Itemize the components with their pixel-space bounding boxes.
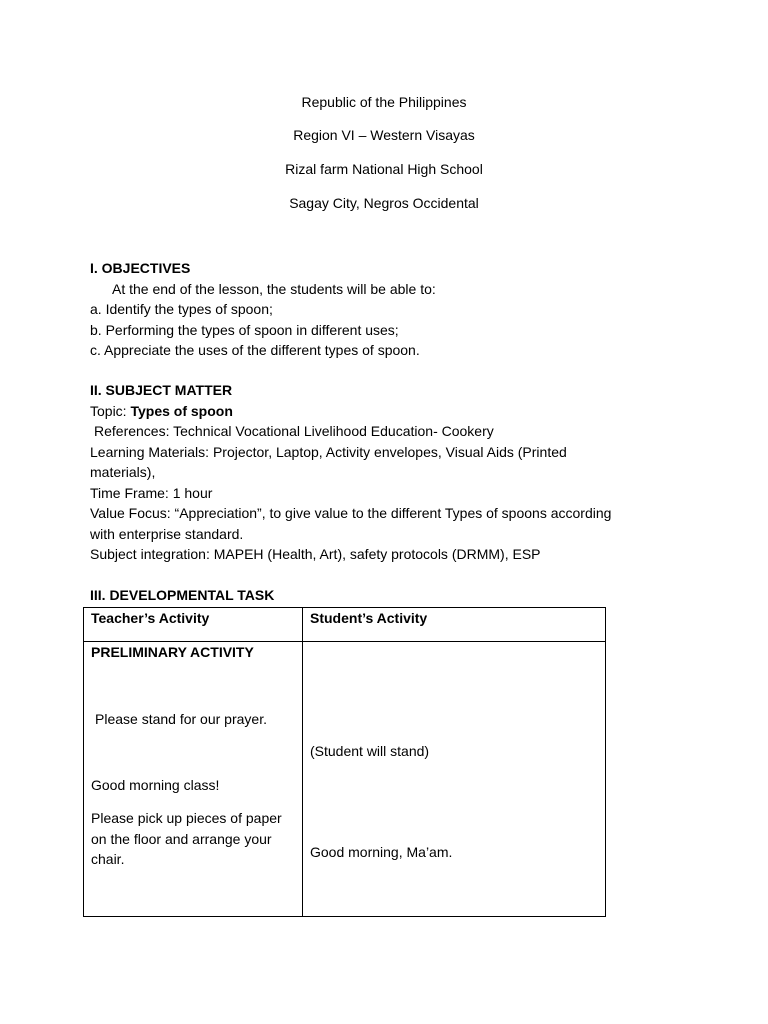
header-school: Rizal farm National High School bbox=[285, 161, 483, 177]
student-activity-header-text: Student’s Activity bbox=[310, 610, 428, 626]
student-activity-cell bbox=[303, 642, 606, 917]
developmental-task-heading: III. DEVELOPMENTAL TASK bbox=[90, 587, 275, 603]
prayer-text: Please stand for our prayer. bbox=[95, 711, 267, 727]
preliminary-activity-label: PRELIMINARY ACTIVITY bbox=[91, 644, 254, 660]
table-row bbox=[84, 642, 606, 917]
developmental-task-table bbox=[83, 607, 606, 917]
materials-line-2: materials), bbox=[90, 464, 156, 480]
pick-up-text: Please pick up pieces of paper on the floor and arrange your chair. bbox=[91, 810, 282, 867]
header-city: Sagay City, Negros Occidental bbox=[289, 195, 479, 211]
materials-line-1: Learning Materials: Projector, Laptop, Activity envelopes, Visual Aids (Printed bbox=[90, 443, 567, 460]
objective-item-c: c. Appreciate the uses of the different types of spoon. bbox=[90, 342, 420, 358]
topic-line bbox=[90, 401, 690, 422]
greeting-text: Good morning class! bbox=[91, 777, 220, 793]
topic-label: Topic: bbox=[90, 402, 131, 419]
objective-item-a: a. Identify the types of spoon; bbox=[90, 301, 273, 317]
subject-matter-section bbox=[90, 380, 690, 565]
header-republic: Republic of the Philippines bbox=[301, 94, 467, 110]
student-activity-header bbox=[303, 608, 606, 642]
topic-value: Types of spoon bbox=[130, 402, 233, 419]
integration-line: Subject integration: MAPEH (Health, Art), safety protocols (DRMM), ESP bbox=[90, 546, 541, 562]
student-reply-text: Good morning, Ma’am. bbox=[310, 844, 453, 860]
objectives-intro: At the end of the lesson, the students will be able to: bbox=[112, 280, 436, 297]
value-focus-line-2: with enterprise standard. bbox=[90, 525, 244, 542]
time-frame-line: Time Frame: 1 hour bbox=[90, 484, 213, 501]
header-region: Region VI – Western Visayas bbox=[293, 127, 475, 143]
table-header-row bbox=[84, 608, 606, 642]
value-focus-line-1: Value Focus: “Appreciation”, to give value to the different Types of spoons according bbox=[90, 505, 612, 521]
teacher-activity-header bbox=[84, 608, 303, 642]
subject-matter-heading: II. SUBJECT MATTER bbox=[90, 382, 233, 398]
teacher-activity-cell bbox=[84, 642, 303, 917]
references-line: References: Technical Vocational Livelihood Education- Cookery bbox=[94, 423, 494, 439]
objectives-section bbox=[90, 258, 690, 361]
teacher-activity-header-text: Teacher’s Activity bbox=[91, 610, 210, 626]
objectives-heading: I. OBJECTIVES bbox=[90, 260, 191, 276]
student-stand-text: (Student will stand) bbox=[310, 743, 430, 759]
objective-item-b: b. Performing the types of spoon in different uses; bbox=[90, 321, 399, 338]
